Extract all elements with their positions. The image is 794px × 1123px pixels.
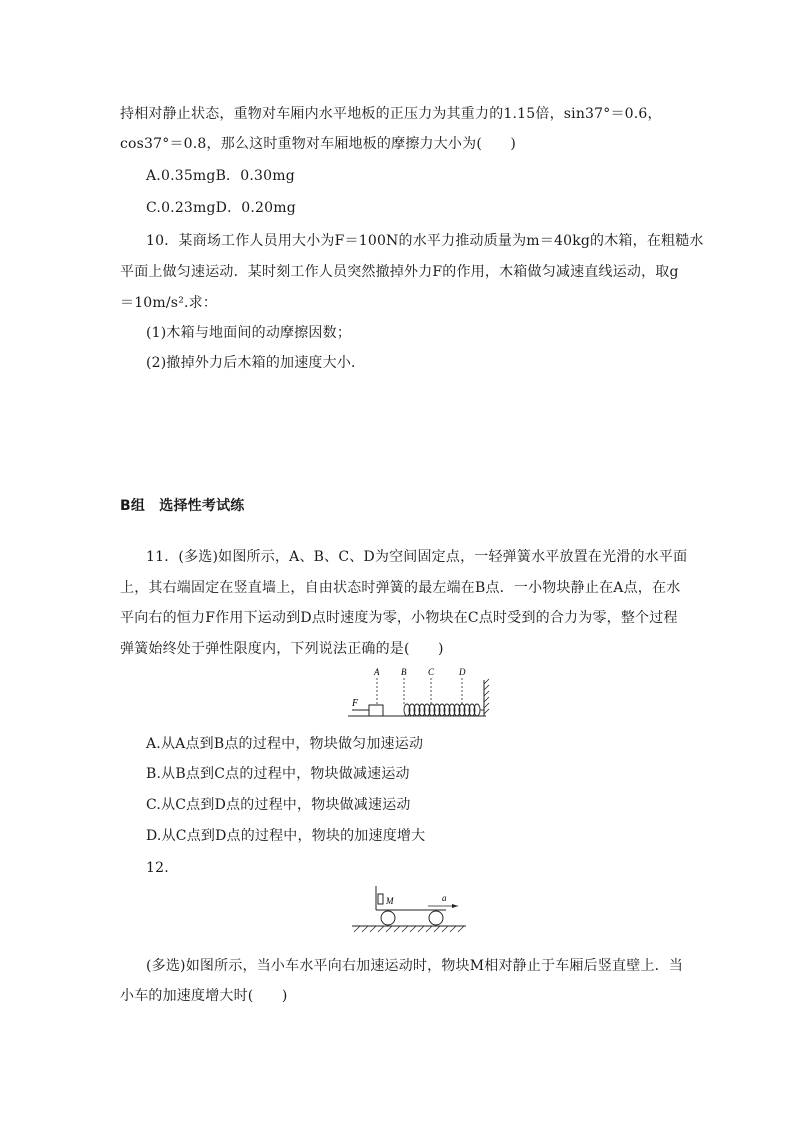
q12-text-line-1: (多选)如图所示，当小车水平向右加速运动时，物块M相对静止于车厢后竖直壁上．当	[146, 958, 684, 974]
q10-text-line-3: ＝10m/s².求：	[120, 295, 218, 311]
position-markers	[377, 678, 462, 705]
q11-option-b: B.从B点到C点的过程中，物块做减速运动	[146, 766, 410, 782]
q11-text-line-4: 弹簧始终处于弹性限度内，下列说法正确的是( )	[120, 641, 444, 657]
q12-number: 12.	[146, 860, 169, 876]
q11-text-line-3: 平向右的恒力F作用下运动到D点时速度为零，小物块在C点时受到的合力为零，整个过程	[120, 610, 678, 626]
label-b: B	[401, 667, 407, 677]
q10-sub-question-1: (1)木箱与地面间的动摩擦因数；	[146, 325, 352, 341]
q10-text-line-1: 10．某商场工作人员用大小为F＝100N的水平力推动质量为m＝40kg的木箱，在粗糙水	[146, 233, 704, 249]
q11-option-a: A.从A点到B点的过程中，物块做匀加速运动	[146, 736, 424, 752]
q11-text-line-2: 上，其右端固定在竖直墙上，自由状态时弹簧的最左端在B点．一小物块静止在A点，在水	[120, 580, 681, 596]
label-d: D	[459, 667, 466, 677]
q11-option-c: C.从C点到D点的过程中，物块做减速运动	[146, 797, 411, 813]
q9-text-line-1: 持相对静止状态，重物对车厢内水平地板的正压力为其重力的1.15倍，sin37°＝0.6，	[120, 106, 662, 122]
ground-hatch	[354, 926, 464, 932]
spring	[404, 704, 484, 716]
block-m	[378, 894, 383, 904]
wall-hatch	[484, 679, 489, 714]
section-b-heading: B组 选择性考试练	[120, 498, 245, 514]
q12-text-line-2: 小车的加速度增大时( )	[120, 988, 288, 1004]
rear-wheel	[381, 911, 395, 925]
block	[369, 705, 383, 716]
front-wheel	[429, 911, 443, 925]
label-f: F	[352, 698, 359, 709]
arrow-head-icon	[452, 904, 458, 908]
q9-text-line-2: cos37°＝0.8，那么这时重物对车厢地板的摩擦力大小为( )	[120, 136, 517, 152]
q11-spring-figure	[340, 664, 490, 724]
label-a: A	[374, 667, 380, 677]
q11-text-line-1: 11．(多选)如图所示，A、B、C、D为空间固定点，一轻弹簧水平放置在光滑的水平面	[146, 549, 688, 565]
label-a: a	[442, 893, 447, 903]
label-c: C	[428, 667, 435, 677]
q11-option-d: D.从C点到D点的过程中，物块的加速度增大	[146, 828, 426, 844]
q9-options-cd: C.0.23mgD．0.20mg	[146, 200, 296, 216]
q10-sub-question-2: (2)撤掉外力后木箱的加速度大小．	[146, 355, 366, 371]
q10-text-line-2: 平面上做匀速运动．某时刻工作人员突然撤掉外力F的作用，木箱做匀减速直线运动，取g	[120, 264, 679, 280]
q12-cart-figure	[348, 884, 468, 940]
q9-options-ab: A.0.35mgB．0.30mg	[146, 168, 295, 184]
label-m: M	[386, 896, 394, 906]
